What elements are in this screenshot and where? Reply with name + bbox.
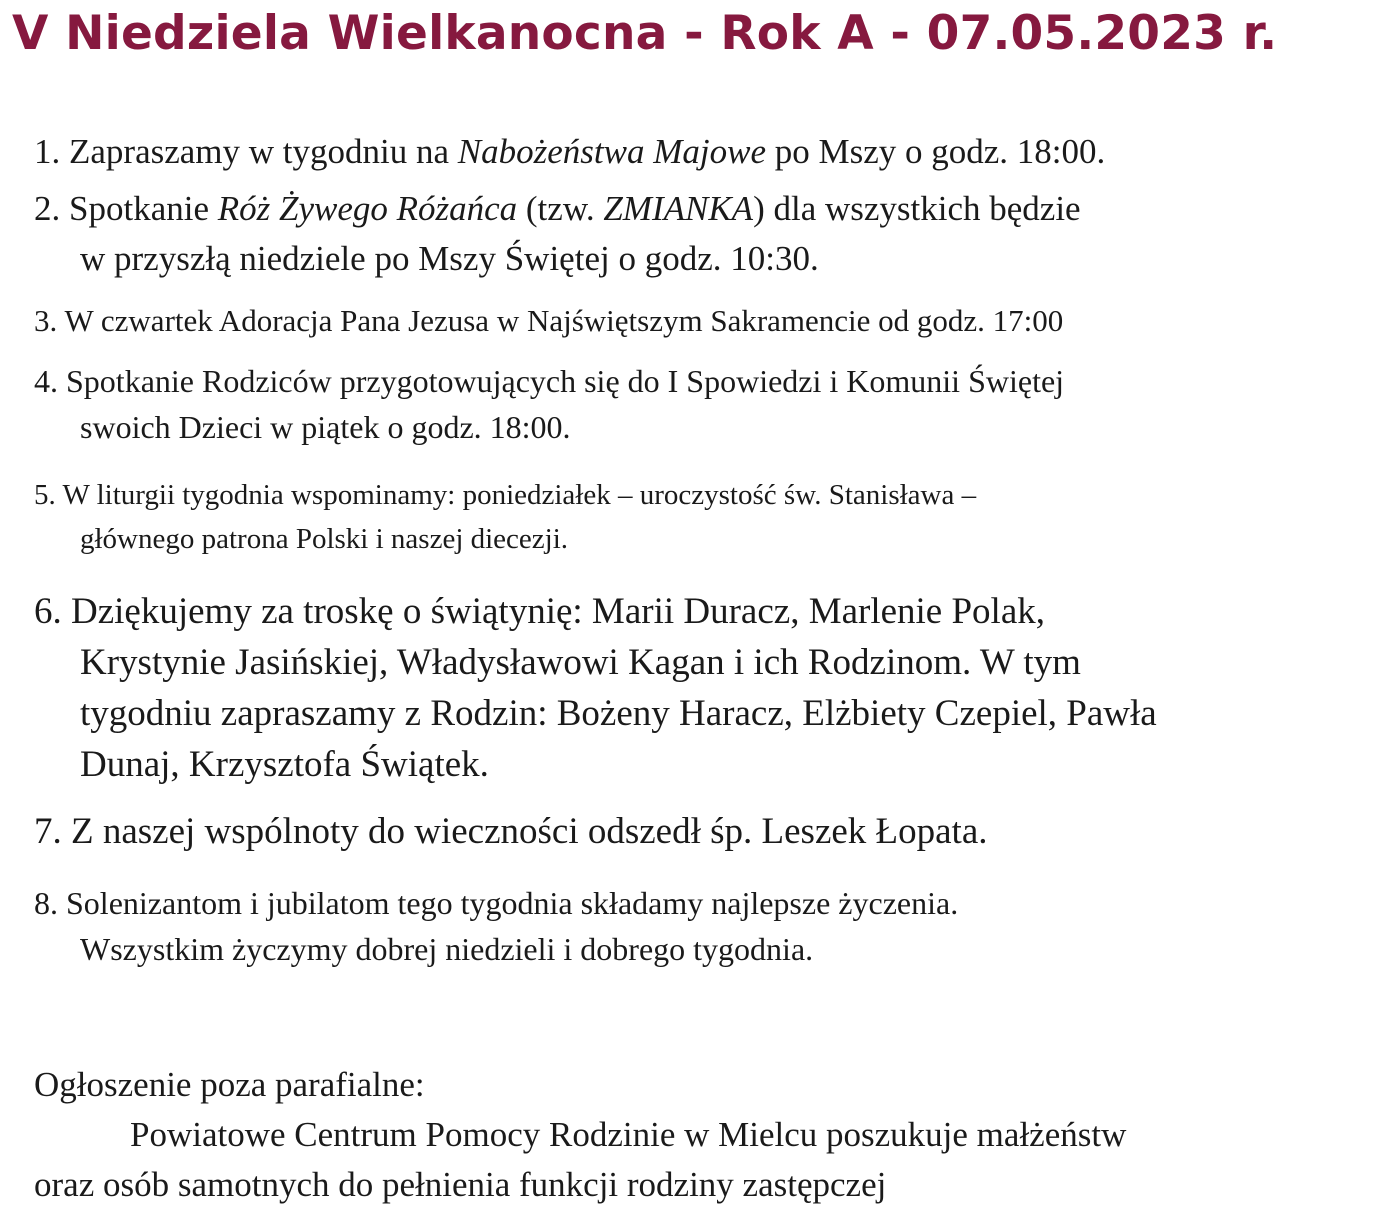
announcement-text: Z naszej wspólnoty do wieczności odszedł śp. Leszek Łopata. bbox=[71, 811, 988, 852]
announcement-line bbox=[34, 805, 988, 859]
announcement-7 bbox=[34, 805, 988, 859]
announcement-number: 6. bbox=[34, 591, 62, 632]
announcement-text: Dziękujemy za troskę o świątynię: Marii Duracz, Marlenie Polak, bbox=[71, 591, 1046, 632]
external-announcement-line: oraz osób samotnych do pełnienia funkcji rodziny zastępczej bbox=[34, 1165, 887, 1204]
announcement-line bbox=[34, 128, 1105, 176]
announcement-line bbox=[34, 586, 1157, 637]
announcement-number: 5. bbox=[34, 479, 56, 511]
announcement-1 bbox=[34, 128, 1105, 176]
page-title: V Niedziela Wielkanocna - Rok A - 07.05.2023 r. bbox=[12, 6, 1278, 61]
announcement-number: 3. bbox=[34, 303, 58, 338]
announcement-5 bbox=[34, 473, 976, 561]
announcement-4 bbox=[34, 358, 1064, 450]
announcement-6 bbox=[34, 586, 1157, 790]
announcement-3 bbox=[34, 298, 1063, 344]
announcement-number: 2. bbox=[34, 189, 61, 228]
announcement-emphasis: ZMIANKA bbox=[603, 189, 754, 228]
announcement-line: tygodniu zapraszamy z Rodzin: Bożeny Haracz, Elżbiety Czepiel, Pawła bbox=[80, 693, 1157, 734]
announcement-line: Dunaj, Krzysztofa Świątek. bbox=[80, 744, 489, 785]
external-announcement-heading: Ogłoszenie poza parafialne: bbox=[34, 1065, 425, 1104]
announcement-number: 8. bbox=[34, 885, 58, 921]
announcement-number: 4. bbox=[34, 363, 58, 399]
announcement-line: Krystynie Jasińskiej, Władysławowi Kagan i ich Rodzinom. W tym bbox=[80, 642, 1081, 683]
announcement-text: W czwartek Adoracja Pana Jezusa w Najświętszym Sakramencie od godz. 17:00 bbox=[64, 303, 1064, 338]
announcement-text: po Mszy o godz. 18:00. bbox=[765, 132, 1106, 171]
announcement-line bbox=[34, 184, 1081, 234]
announcement-text: W liturgii tygodnia wspominamy: poniedziałek – uroczystość św. Stanisława – bbox=[62, 479, 977, 511]
announcement-text: Solenizantom i jubilatom tego tygodnia składamy najlepsze życzenia. bbox=[66, 885, 959, 921]
announcement-text: Spotkanie Rodziców przygotowujących się do I Spowiedzi i Komunii Świętej bbox=[66, 363, 1065, 399]
announcement-line bbox=[34, 358, 1064, 404]
announcement-text: Spotkanie bbox=[69, 189, 218, 228]
external-announcement bbox=[34, 1060, 1126, 1210]
announcement-emphasis: Róż Żywego Różańca bbox=[217, 189, 518, 228]
announcement-text: Zapraszamy w tygodniu na bbox=[69, 132, 458, 171]
announcement-line bbox=[34, 298, 1063, 344]
announcement-text: ) dla wszystkich będzie bbox=[753, 189, 1081, 228]
announcement-line: swoich Dzieci w piątek o godz. 18:00. bbox=[80, 409, 571, 445]
announcement-2 bbox=[34, 184, 1081, 284]
external-announcement-line: Powiatowe Centrum Pomocy Rodzinie w Mielcu poszukuje małżeństw bbox=[130, 1115, 1127, 1154]
announcement-8 bbox=[34, 880, 958, 972]
announcement-number: 7. bbox=[34, 811, 62, 852]
announcement-line: Wszystkim życzymy dobrej niedzieli i dobrego tygodnia. bbox=[80, 931, 814, 967]
announcement-line: głównego patrona Polski i naszej diecezji. bbox=[80, 523, 569, 555]
announcement-line bbox=[34, 880, 958, 926]
announcement-emphasis: Nabożeństwa Majowe bbox=[457, 132, 766, 171]
announcement-text: (tzw. bbox=[517, 189, 604, 228]
announcement-number: 1. bbox=[34, 132, 61, 171]
announcement-line bbox=[34, 473, 976, 517]
announcement-line: w przyszłą niedziele po Mszy Świętej o godz. 10:30. bbox=[80, 239, 819, 278]
